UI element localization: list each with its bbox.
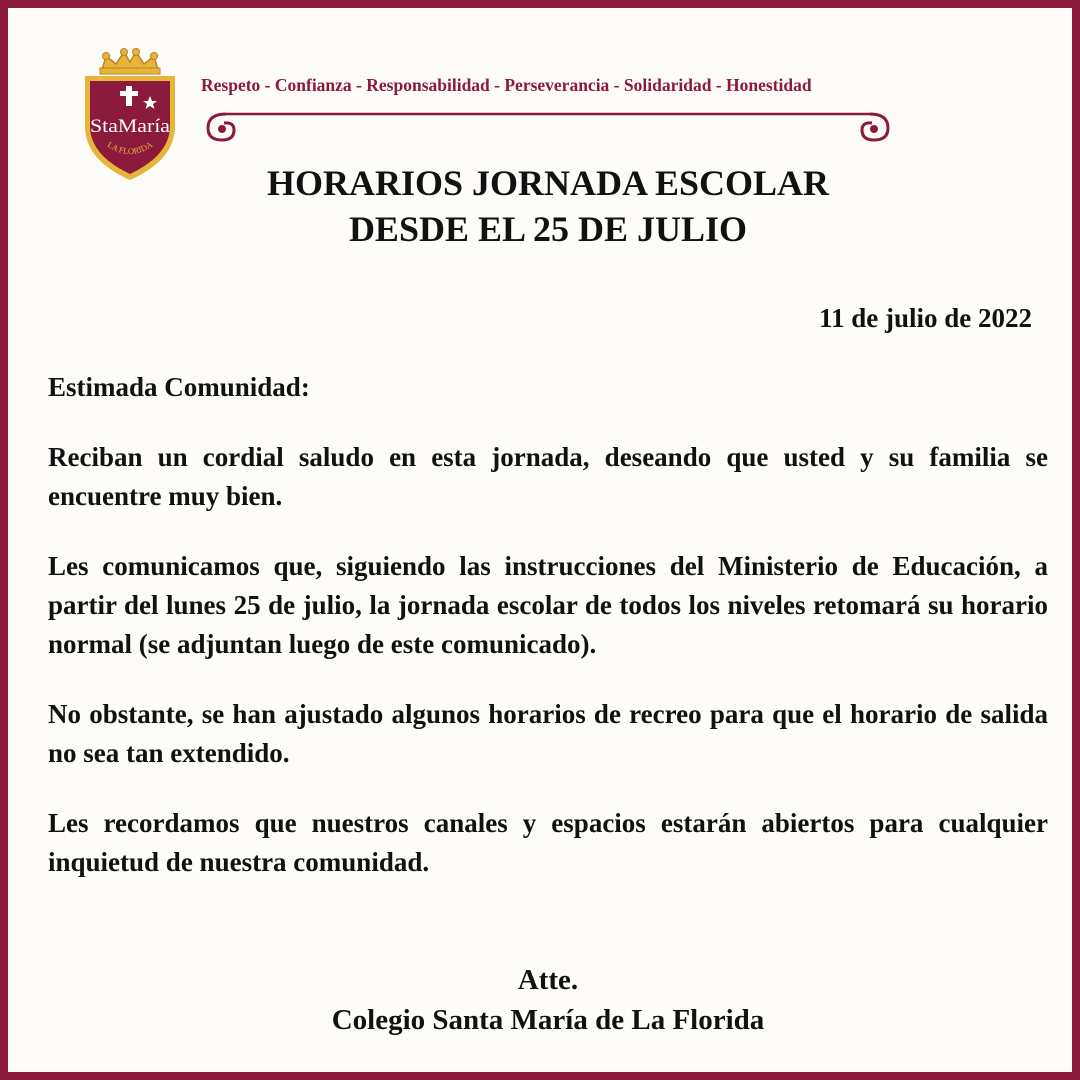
paragraph-3: No obstante, se han ajustado algunos horarios de recreo para que el horario de salida no sea tan extendido. <box>48 699 1048 768</box>
paragraph-2: Les comunicamos que, siguiendo las instrucciones del Ministerio de Educación, a partir del lunes 25 de julio, la jornada escolar de todos los niveles retomará su horario normal (se adjuntan luego de este comunicado). <box>48 551 1048 659</box>
closing-salutation: Atte. <box>517 964 579 996</box>
crown-icon <box>100 49 160 75</box>
closing-signature: Colegio Santa María de La Florida <box>331 1004 765 1036</box>
letter-body <box>48 368 1048 913</box>
paragraph-1: Reciban un cordial saludo en esta jornada, deseando que usted y su familia se encuentre muy bien. <box>48 442 1048 511</box>
school-values: Respeto - Confianza - Responsabilidad - Perseverancia - Solidaridad - Honestidad <box>201 75 812 95</box>
title-line-1: HORARIOS JORNADA ESCOLAR <box>266 163 830 203</box>
letter-date: 11 de julio de 2022 <box>818 303 1032 333</box>
page-title <box>8 160 1080 252</box>
decorative-scroll-divider <box>204 106 892 146</box>
crest-logo-text: StaMaría <box>90 116 171 137</box>
letter-closing <box>8 960 1080 1040</box>
title-line-2: DESDE EL 25 DE JULIO <box>348 209 748 249</box>
greeting: Estimada Comunidad: <box>48 372 310 402</box>
paragraph-4: Les recordamos que nuestros canales y espacios estarán abiertos para cualquier inquietud de nuestra comunidad. <box>48 808 1048 877</box>
crest-subtext: LA FLORIDA <box>105 139 155 157</box>
